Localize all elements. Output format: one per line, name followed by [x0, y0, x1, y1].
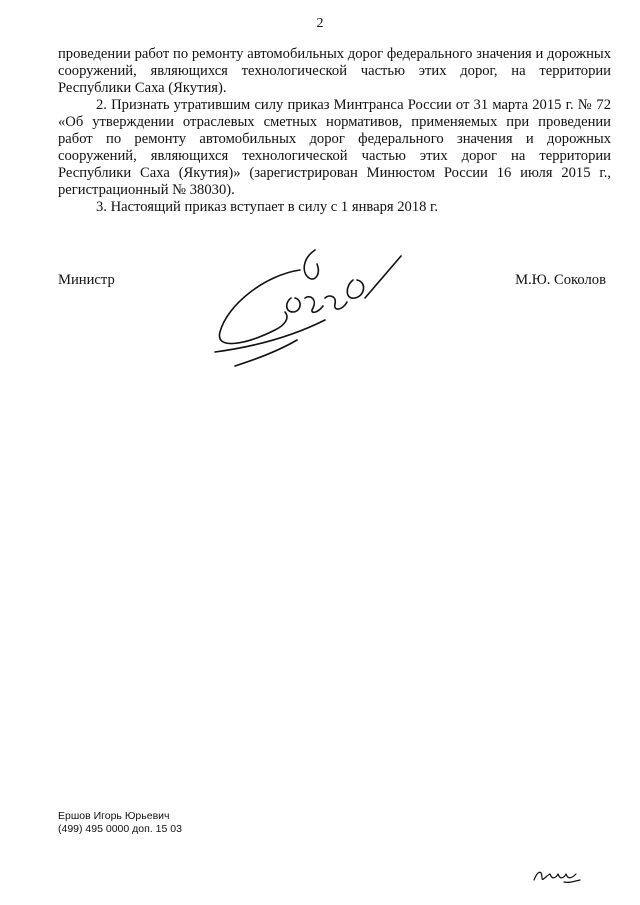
document-body — [58, 46, 611, 216]
contact-info — [58, 810, 182, 836]
signatory-name: М.Ю. Соколов — [515, 272, 606, 288]
paragraph-1-continuation: проведении работ по ремонту автомобильных дорог федерального значения и дорожных сооружений, являющихся технологической частью этих дорог, на территории Республики Саха (Якутия). — [58, 46, 611, 96]
contact-person: Ершов Игорь Юрьевич — [58, 810, 170, 822]
signatory-title: Министр — [58, 272, 115, 288]
paragraph-3-effective-date: 3. Настоящий приказ вступает в силу с 1 января 2018 г. — [96, 199, 439, 215]
contact-phone: (499) 495 0000 доп. 15 03 — [58, 823, 182, 835]
handwritten-signature — [205, 240, 415, 375]
page-number: 2 — [316, 16, 324, 31]
paragraph-2-repeal-order: 2. Признать утратившим силу приказ Минтранса России от 31 марта 2015 г. № 72 «Об утверждении отраслевых сметных нормативов, применяемых при проведении работ по ремонту автомобильных дорог федерального значения и дорожных сооружений, являющихся технологической частью этих дорог на территории Республики Саха (Якутия)» (зарегистрирован Минюстом России 16 июля 2015 г., регистрационный № 38030). — [58, 97, 611, 198]
handwritten-initials — [530, 864, 586, 886]
